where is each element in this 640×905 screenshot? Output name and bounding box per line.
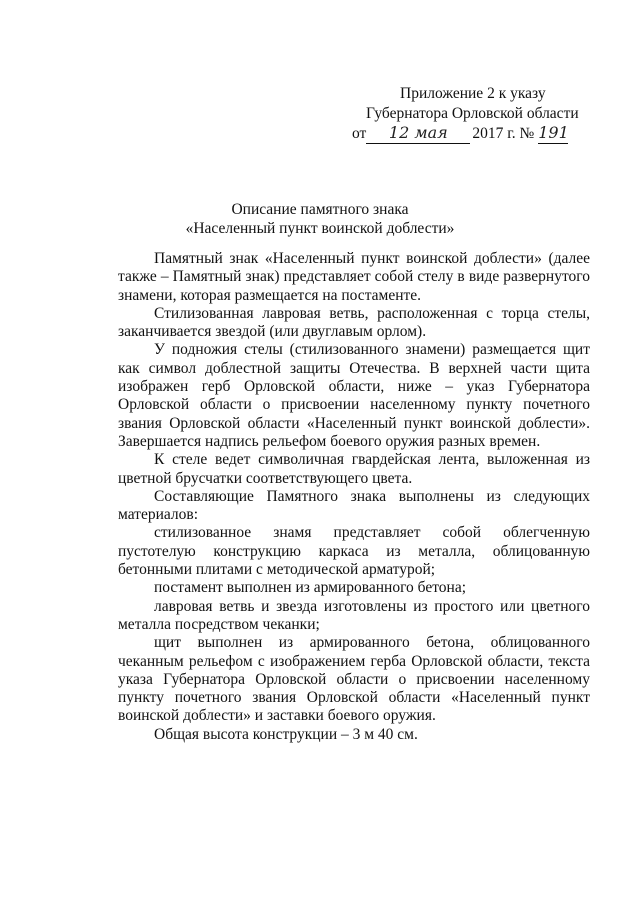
title-line-2: «Населенный пункт воинской доблести»: [185, 220, 455, 237]
year-label: 2017 г. №: [472, 125, 535, 142]
paragraph: К стеле ведет символичная гвардейская лента, выложенная из цветной брусчатки соответствующего цвета.: [118, 451, 590, 487]
handwritten-number: 191: [538, 123, 569, 142]
paragraph: Составляющие Памятного знака выполнены из следующих материалов:: [118, 487, 590, 524]
number-field: [538, 125, 568, 144]
paragraph: Общая высота конструкции – 3 м 40 см.: [154, 725, 418, 743]
appendix-date-line: [352, 124, 592, 146]
from-label: от: [352, 125, 367, 142]
document-title: [0, 200, 640, 238]
handwritten-date: 12 мая: [388, 123, 448, 142]
appendix-line-1: Приложение 2 к указу: [400, 85, 546, 102]
paragraph: постамент выполнен из армированного бетона;: [154, 579, 467, 597]
appendix-header: [352, 84, 592, 146]
appendix-line-2: Губернатора Орловской области: [366, 105, 579, 122]
date-field: [366, 125, 470, 144]
paragraph: Стилизованная лавровая ветвь, расположенная с торца стелы, заканчивается звездой (или двуглавым орлом).: [118, 304, 590, 341]
paragraph: Памятный знак «Населенный пункт воинской доблести» (далее также – Памятный знак) представляет собой стелу в виде развернутого знамени, которая размещается на постаменте.: [118, 250, 590, 304]
paragraph: щит выполнен из армированного бетона, облицованного чеканным рельефом с изображением герба Орловской области, текста указа Губернатора Орловской области о присвоении населенному пункту почетного звания Орловской области «Населенный пункт воинской доблести» и заставки боевого оружия.: [118, 634, 590, 725]
paragraph: лавровая ветвь и звезда изготовлены из простого или цветного металла посредством чеканки;: [118, 597, 590, 633]
document-body: [118, 250, 590, 744]
paragraph: стилизованное знамя представляет собой облегченную пустотелую конструкцию каркаса из металла, облицованную бетонными плитами с методической арматурой;: [118, 524, 590, 579]
title-line-1: Описание памятного знака: [231, 201, 409, 218]
paragraph: У подножия стелы (стилизованного знамени) размещается щит как символ доблестной защиты Отечества. В верхней части щита изображен герб Орловской области, ниже – указ Губернатора Орловской области о присвоении населенному пункту почетного звания Орловской области «Населенный пункт воинской доблести». Завершается надпись рельефом боевого оружия разных времен.: [118, 341, 590, 450]
